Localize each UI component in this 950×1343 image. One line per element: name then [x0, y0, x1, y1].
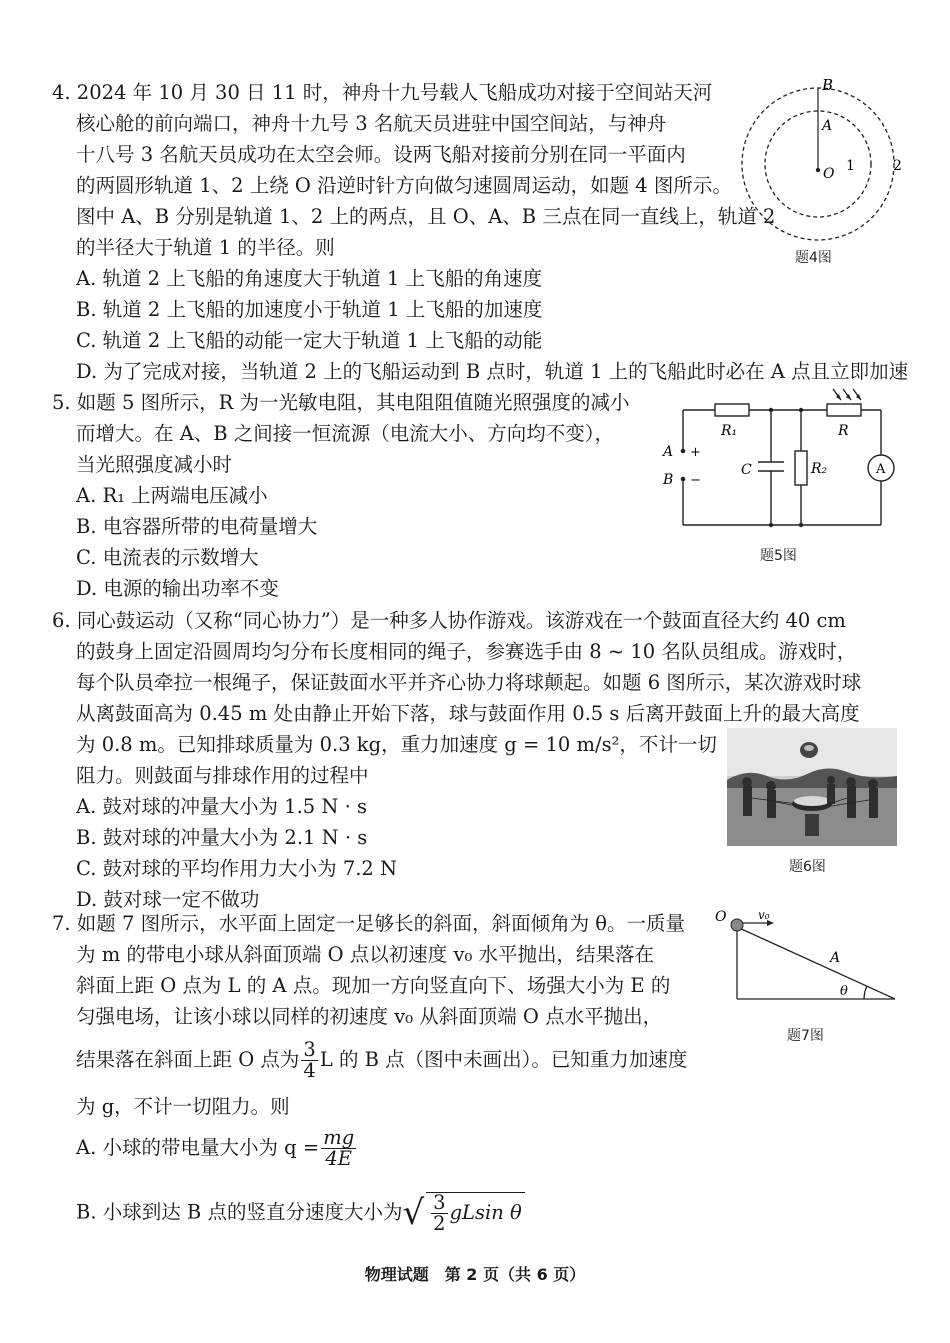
q5-line: 5. 如题 5 图所示，R 为一光敏电阻，其电阻阻值随光照强度的减小: [52, 391, 630, 414]
q7-label-o: O: [715, 909, 727, 925]
fraction-denominator: 4: [303, 1059, 316, 1082]
q6-photo: [727, 728, 897, 846]
q7-option-b-fraction: [431, 1193, 447, 1234]
q5-label-r: R: [838, 423, 849, 439]
q7-option-a-fraction: [321, 1128, 356, 1169]
fraction-denominator: 2: [433, 1212, 446, 1235]
q7-three-quarters-fraction: [301, 1040, 317, 1081]
q5-line: 而增大。在 A、B 之间接一恒流源（电流大小、方向均不变），: [76, 422, 615, 445]
fraction-numerator: 3: [303, 1038, 316, 1061]
q7-line-with-fraction: [76, 1040, 687, 1081]
q7-option-b-radicand: [426, 1192, 525, 1234]
q7-line5-text: 结果落在斜面上距 O 点为: [76, 1048, 300, 1071]
q5-ammeter-label: A: [876, 462, 886, 477]
q7-line: 匀强电场，让该小球以同样的初速度 v₀ 从斜面顶端 O 点水平抛出，: [76, 1005, 663, 1028]
q7-caption: 题7图: [787, 1028, 824, 1044]
q6-option-c: C. 鼓对球的平均作用力大小为 7.2 N: [76, 857, 398, 880]
q4-option-c: C. 轨道 2 上飞船的动能一定大于轨道 1 上飞船的动能: [76, 329, 543, 352]
q5-caption: 题5图: [760, 548, 797, 564]
q4-orbit-figure: [735, 78, 905, 248]
q4-line: 十八号 3 名航天员成功在太空会师。设两飞船对接前分别在同一平面内: [76, 143, 686, 166]
q7-option-b-expression: gLsin θ: [449, 1201, 522, 1224]
fraction-numerator: mg: [323, 1126, 355, 1149]
q7-line: 斜面上距 O 点为 L 的 A 点。现加一方向竖直向下、场强大小为 E 的: [76, 974, 671, 997]
q7-label-a: A: [830, 950, 841, 966]
q5-option-d: D. 电源的输出功率不变: [76, 577, 279, 600]
q7-incline-figure: [712, 905, 902, 1005]
q5-label-a-terminal: A: [663, 444, 674, 460]
q4-line: 4. 2024 年 10 月 30 日 11 时，神舟十九号载人飞船成功对接于空间站天河: [52, 81, 713, 104]
q6-line: 从离鼓面高为 0.45 m 处由静止开始下落，球与鼓面作用 0.5 s 后离开鼓面上升的最大高度: [76, 702, 860, 725]
q5-option-b: B. 电容器所带的电荷量增大: [76, 515, 318, 538]
q7-line: 为 m 的带电小球从斜面顶端 O 点以初速度 v₀ 水平抛出，结果落在: [76, 943, 655, 966]
q5-circuit-figure: [655, 385, 900, 535]
fraction-denominator: 4E: [325, 1147, 353, 1170]
q5-plus-sign: +: [690, 445, 701, 460]
q4-line: 的半径大于轨道 1 的半径。则: [76, 236, 335, 259]
sqrt-sign-icon: √: [402, 1193, 425, 1233]
q6-caption: 题6图: [789, 859, 826, 875]
q7-label-theta: θ: [840, 984, 848, 999]
q7-option-a-text: A. 小球的带电量大小为 q =: [76, 1136, 320, 1159]
q6-option-d: D. 鼓对球一定不做功: [76, 888, 260, 911]
q4-label-a: A: [822, 118, 833, 134]
q7-label-v0: v₀: [758, 908, 770, 922]
q5-minus-sign: −: [690, 473, 701, 488]
q7-option-b-text: B. 小球到达 B 点的竖直分速度大小为: [76, 1200, 403, 1224]
q7-option-b: [76, 1192, 525, 1234]
q5-label-b-terminal: B: [663, 472, 674, 488]
q5-line: 当光照强度减小时: [76, 453, 233, 476]
q5-label-r2: R₂: [811, 461, 828, 477]
q4-option-d: D. 为了完成对接，当轨道 2 上的飞船运动到 B 点时，轨道 1 上的飞船此时必在 A 点且立即加速: [76, 360, 909, 383]
q6-line: 为 0.8 m。已知排球质量为 0.3 kg，重力加速度 g = 10 m/s²，不计一切: [76, 733, 717, 756]
q5-option-c: C. 电流表的示数增大: [76, 546, 259, 569]
q4-option-a: A. 轨道 2 上飞船的角速度大于轨道 1 上飞船的角速度: [76, 267, 543, 290]
q7-line: 为 g，不计一切阻力。则: [76, 1095, 290, 1118]
q6-option-b: B. 鼓对球的冲量大小为 2.1 N · s: [76, 826, 368, 849]
q7-option-a: [76, 1128, 358, 1169]
q4-caption: 题4图: [795, 250, 832, 266]
q6-line: 阻力。则鼓面与排球作用的过程中: [76, 764, 369, 787]
q6-line: 6. 同心鼓运动（又称“同心协力”）是一种多人协作游戏。该游戏在一个鼓面直径大约 40 cm: [52, 609, 846, 632]
q7-line5-text: L 的 B 点（图中未画出）。已知重力加速度: [319, 1048, 688, 1071]
q6-line: 每个队员牵拉一根绳子，保证鼓面水平并齐心协力将球颠起。如题 6 图所示，某次游戏时球: [76, 671, 862, 694]
page-footer: 物理试题 第 2 页（共 6 页）: [364, 1265, 586, 1284]
q4-label-b: B: [822, 78, 834, 94]
q5-label-c: C: [741, 462, 752, 478]
q4-line: 图中 A、B 分别是轨道 1、2 上的两点，且 O、A、B 三点在同一直线上，轨道 2: [76, 205, 776, 228]
q6-option-a: A. 鼓对球的冲量大小为 1.5 N · s: [76, 795, 368, 818]
q5-label-r1: R₁: [721, 423, 738, 439]
q5-option-a: A. R₁ 上两端电压减小: [76, 484, 268, 507]
q4-label-1: 1: [846, 158, 855, 174]
fraction-numerator: 3: [433, 1191, 446, 1214]
q4-line: 核心舱的前向端口，神舟十九号 3 名航天员进驻中国空间站，与神舟: [76, 112, 667, 135]
q4-label-o: O: [823, 166, 835, 182]
q6-line: 的鼓身上固定沿圆周均匀分布长度相同的绳子，参赛选手由 8 ~ 10 名队员组成。游戏时，: [76, 640, 857, 663]
q4-label-2: 2: [893, 158, 902, 174]
q4-line: 的两圆形轨道 1、2 上绕 O 沿逆时针方向做匀速圆周运动，如题 4 图所示。: [76, 174, 732, 197]
q7-line: 7. 如题 7 图所示，水平面上固定一足够长的斜面，斜面倾角为 θ。一质量: [52, 912, 686, 935]
q4-option-b: B. 轨道 2 上飞船的加速度小于轨道 1 上飞船的加速度: [76, 298, 543, 321]
